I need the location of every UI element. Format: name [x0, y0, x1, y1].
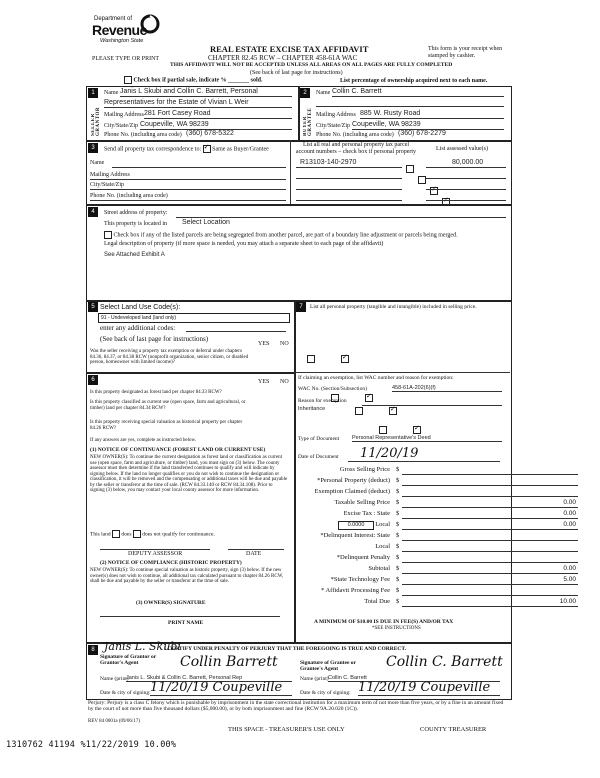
- fee-line: [402, 474, 578, 475]
- fee-row: [296, 499, 586, 510]
- doc-type-label: Type of Document: [298, 436, 340, 442]
- qualify-label: qualify for continuance.: [162, 531, 215, 538]
- deputy-date-line: [228, 549, 284, 550]
- forest-yes-header: YES: [258, 379, 270, 385]
- legal-description-label: Legal description of property (if more space is needed, you may attach a separate sheet to each page of the affidavit): [104, 241, 384, 247]
- doc-date-line: [348, 461, 500, 462]
- parcel-personal-checkbox-2[interactable]: [418, 176, 426, 184]
- assessed-line-2: [426, 178, 506, 179]
- dor-logo: [92, 14, 158, 50]
- grantor-signature-2[interactable]: Collin Barrett: [180, 654, 278, 670]
- certify-statement: I CERTIFY UNDER PENALTY OF PERJURY THAT THE FOREGOING IS TRUE AND CORRECT.: [164, 646, 407, 652]
- dollar-sign: $: [396, 521, 400, 528]
- local-rate-box: 0.0000: [338, 521, 374, 530]
- wac-label: WAC No. (Section/Subsection): [298, 386, 367, 392]
- boundary-row: [104, 231, 458, 239]
- corr-name-line: [112, 167, 286, 168]
- seller-phone-label: Phone No. (including area code): [104, 132, 182, 138]
- grantee-print-label: Name (print): [300, 676, 329, 682]
- fee-value[interactable]: 0.00: [563, 521, 576, 528]
- historic-question: Is this property receiving special valuation as historical property per chapter 84.26 RCW?: [90, 420, 243, 431]
- buyer-side-label: BUYER GRANTEE: [303, 107, 313, 136]
- fee-line: [402, 507, 578, 508]
- fee-line: [402, 485, 578, 486]
- send-correspondence-row: [104, 145, 269, 153]
- current-use-question: Is this property classified as current use (open space, farm and agricultural, or timber) land per chapter 84.34 RCW?: [90, 400, 246, 411]
- form-chapter: CHAPTER 82.45 RCW – CHAPTER 458-61A WAC: [208, 54, 358, 62]
- doc-type-field[interactable]: Personal Representative's Deed: [352, 435, 502, 442]
- fee-value[interactable]: 10.00: [559, 598, 576, 605]
- boundary-label: Check box if any of the listed parcels are being segregated from another parcel, are part of a boundary line adjustment or parcels being merged.: [113, 232, 458, 239]
- dollar-sign: $: [396, 543, 400, 550]
- buyer-mailing-field[interactable]: 885 W. Rusty Road: [360, 110, 504, 119]
- section-8-number: 8: [88, 645, 98, 655]
- treasurer-space-label: THIS SPACE - TREASURER'S USE ONLY: [228, 726, 345, 733]
- street-label: Street address of property:: [104, 210, 168, 216]
- dor-logo-line2: Revenue: [92, 22, 147, 38]
- grantor-signature-1[interactable]: Janis L. Skubi: [104, 640, 181, 653]
- notice-compliance-title: (2) NOTICE OF COMPLIANCE (HISTORIC PROPERTY): [100, 560, 242, 566]
- corr-city-line: [90, 189, 286, 190]
- does-not-label: does not: [142, 531, 161, 538]
- fee-label: *State Technology Fee: [330, 576, 390, 583]
- seller-side-label: SELLER GRANTOR: [91, 107, 101, 136]
- corr-mailing-label: Mailing Address: [90, 172, 130, 178]
- fee-label: Excise Tax : State: [343, 510, 390, 517]
- fee-label: Subtotal: [368, 565, 390, 572]
- buyer-phone-field[interactable]: (360) 678-2279: [398, 130, 446, 137]
- parcel-number-field[interactable]: R13103-140-2970: [300, 159, 357, 166]
- exemption-claim-label: If claiming an exemption, list WAC number and reason for exemption:: [298, 375, 454, 381]
- fee-label: Gross Selling Price: [339, 466, 390, 473]
- assessed-line-4: [426, 200, 506, 201]
- fee-line: [402, 606, 578, 607]
- street-line: [176, 217, 506, 218]
- buyer-name-label: Name: [316, 90, 331, 96]
- buyer-city-label: City/State/Zip: [316, 123, 350, 129]
- parcel-line-3: [296, 189, 402, 190]
- grantee-date-label: Date & city of signing:: [300, 690, 351, 696]
- fee-line: [402, 562, 578, 563]
- fee-value[interactable]: 0.00: [563, 510, 576, 517]
- seller-name-label: Name: [104, 90, 119, 96]
- seller-name-field[interactable]: Janis L Skubi and Collin C. Barrett, Personal: [120, 88, 292, 97]
- corr-name-label: Name: [90, 160, 105, 166]
- parcel-header: List all real and personal property tax parcel account numbers – check box if personal property: [295, 142, 417, 155]
- land-use-yes-header: YES: [258, 341, 270, 347]
- same-as-buyer-label: Same as Buyer/Grantee: [212, 146, 269, 153]
- deputy-assessor-line: [100, 549, 210, 550]
- section-4-number: 4: [88, 207, 98, 217]
- fee-row: [296, 488, 586, 499]
- wac-field[interactable]: 458-61A-202(6)(f): [392, 385, 502, 392]
- fee-value[interactable]: 0.00: [563, 565, 576, 572]
- deputy-date-label: DATE: [246, 551, 262, 557]
- please-type: PLEASE TYPE OR PRINT: [92, 56, 160, 62]
- fee-line: [402, 529, 578, 530]
- print-name-label: PRINT NAME: [168, 620, 204, 626]
- dollar-sign: $: [396, 499, 400, 506]
- owner-signature-label: (3) OWNER(S) SIGNATURE: [136, 600, 206, 606]
- land-use-no-header: NO: [280, 341, 289, 347]
- grantor-print-field[interactable]: Janis L. Skubi & Collin C. Barrett, Personal Rep: [126, 675, 292, 682]
- fee-row: [296, 466, 586, 477]
- receipt-note: This form is your receipt when stamped by cashier.: [428, 46, 503, 59]
- legal-description-field[interactable]: See Attached Exhibit A: [104, 252, 165, 258]
- fee-line: [402, 551, 578, 552]
- dor-logo-line1: Department of: [94, 16, 133, 22]
- corr-phone-label: Phone No. (including area code): [90, 193, 168, 199]
- location-select[interactable]: Select Location: [182, 219, 230, 226]
- assessed-line-3: [426, 189, 506, 190]
- additional-codes-label: enter any additional codes:: [100, 324, 176, 332]
- seller-mailing-field[interactable]: 281 Fort Casey Road: [144, 110, 292, 119]
- section-3-divider: [290, 140, 291, 204]
- fee-label: Total Due: [364, 598, 390, 605]
- section-3-number: 3: [88, 143, 98, 153]
- boundary-checkbox[interactable]: [104, 231, 112, 239]
- fee-value[interactable]: 0.00: [563, 499, 576, 506]
- section-2-number: 2: [300, 88, 310, 98]
- buyer-mailing-label: Mailing Address: [316, 112, 356, 118]
- assessed-line-1: [426, 167, 506, 168]
- dollar-sign: $: [396, 587, 400, 594]
- buyer-name-field[interactable]: Collin C. Barrett: [332, 88, 504, 97]
- seller-city-field[interactable]: Coupeville, WA 98239: [140, 121, 292, 130]
- does-not-checkbox[interactable]: [133, 530, 141, 538]
- corr-city-label: City/State/Zip: [90, 182, 124, 188]
- dollar-sign: $: [396, 598, 400, 605]
- assessed-header: List assessed value(s): [436, 146, 488, 152]
- seller-city-label: City/State/Zip: [104, 123, 138, 129]
- deputy-assessor-label: DEPUTY ASSESSOR: [128, 551, 183, 557]
- buyer-phone-label: Phone No. (including area code): [316, 132, 394, 138]
- continuance-row: [90, 530, 215, 538]
- doc-date-label: Date of Document: [298, 454, 339, 460]
- notice-continuance-title: (1) NOTICE OF CONTINUANCE (FOREST LAND OR CURRENT USE): [90, 447, 266, 453]
- grantor-date-city[interactable]: 11/20/19 Coupeville: [150, 680, 292, 696]
- this-land-label: This land: [90, 531, 111, 538]
- fee-row: [296, 510, 586, 521]
- dor-logo-line3: Washington State: [100, 38, 144, 44]
- doc-date-field[interactable]: 11/20/19: [360, 446, 419, 461]
- treasurer-stamp: 1310762 41194 %11/22/2019 10.00%: [6, 740, 177, 750]
- dollar-sign: $: [396, 477, 400, 484]
- partial-sale-label: Check box if partial sale, indicate % _______ sold.: [133, 77, 263, 84]
- notice-compliance-body: NEW OWNER(S): To continue special valuation as historic property, sign (3) below. If the new owner(s) does not wish to continue, all additional tax calculated pursuant to chapter 84.26 RCW, shall be due and payable by the seller or transferor at the time of sale.: [90, 568, 284, 584]
- fee-label: *Delinquent Penalty: [336, 554, 390, 561]
- dollar-sign: $: [396, 488, 400, 495]
- fee-row: [296, 532, 586, 543]
- dollar-sign: $: [396, 466, 400, 473]
- fee-label: Taxable Selling Price: [334, 499, 390, 506]
- additional-codes-line: [186, 331, 286, 332]
- section-7-number: 7: [296, 302, 306, 312]
- fee-label: * Affidavit Processing Fee: [320, 587, 390, 594]
- reason-label: Reason for exemption: [298, 398, 347, 404]
- fee-line: [402, 540, 578, 541]
- if-yes-note: If any answers are yes, complete as instructed below.: [90, 438, 197, 443]
- personal-property-label: List all personal property (tangible and intangible) included in selling price.: [310, 304, 477, 310]
- owner-signature-line: [100, 616, 280, 617]
- fee-value[interactable]: 5.00: [563, 576, 576, 583]
- fee-row: [296, 543, 586, 554]
- parcel-line-1: [296, 167, 402, 168]
- seller-phone-field[interactable]: (360) 678-5322: [186, 130, 234, 137]
- fee-label: Local: [375, 543, 390, 550]
- revision-number: REV 84 0001a (09/06/17): [88, 719, 140, 724]
- partial-sale-row: [124, 76, 263, 84]
- dollar-sign: $: [396, 510, 400, 517]
- assessed-value-field[interactable]: 80,000.00: [452, 159, 484, 166]
- buyer-name-line-2: [316, 106, 504, 107]
- perjury-note: Perjury: Perjury is a class C felony which is punishable by imprisonment in the state correctional institution for a maximum term of not more than five years, or by a fine in an amount fixed by the court of not more than five thousand dollars ($5,000.00), or by both imprisonment and fine (RCW 9A.20.020 (1C)).: [88, 700, 504, 713]
- fee-line: [402, 584, 578, 585]
- corr-phone-line: [90, 200, 286, 201]
- same-as-buyer-checkbox[interactable]: [203, 145, 211, 153]
- section-6-number: 6: [88, 375, 98, 385]
- forest-question: Is this property designated as forest land per chapter 84.33 RCW?: [90, 390, 222, 395]
- grantee-print-field[interactable]: Collin C. Barrett: [328, 675, 500, 682]
- see-instructions: *SEE INSTRUCTIONS: [372, 626, 421, 631]
- does-label: does: [121, 531, 132, 538]
- does-checkbox[interactable]: [112, 530, 120, 538]
- fee-row: [296, 554, 586, 565]
- exemption-question: Was the seller receiving a property tax exemption or deferral under chapters 84.36, 84.37, or 84.38 RCW (nonprofit organization, senior citizen, or disabled person, homeowner with limited income)?: [90, 349, 249, 365]
- fee-line: [402, 518, 578, 519]
- grantor-signature-label: Signature of Grantor or Grantor's Agent: [100, 654, 157, 667]
- buyer-city-field[interactable]: Coupeville, WA 98239: [352, 121, 504, 130]
- county-treasurer-label: COUNTY TREASURER: [420, 726, 487, 733]
- fee-line: [402, 496, 578, 497]
- dollar-sign: $: [396, 565, 400, 572]
- grantee-signature[interactable]: Collin C. Barrett: [386, 654, 503, 670]
- seller-mailing-label: Mailing Address: [104, 112, 144, 118]
- send-correspondence-label: Send all property tax correspondence to:: [104, 146, 202, 153]
- fee-row: [296, 576, 586, 587]
- reason-field[interactable]: Inheritance: [298, 406, 326, 412]
- forest-no-header: NO: [280, 379, 289, 385]
- section-7-divider: [294, 372, 510, 373]
- land-use-select[interactable]: 91 - Undeveloped land (land only): [98, 313, 290, 323]
- parcel-line-4: [296, 200, 402, 201]
- land-use-see-back: (See back of last page for instructions): [100, 335, 209, 343]
- not-accepted-note: THIS AFFIDAVIT WILL NOT BE ACCEPTED UNLESS ALL AREAS ON ALL PAGES ARE FULLY COMPLETED: [170, 62, 453, 68]
- dollar-sign: $: [396, 532, 400, 539]
- fee-row: [296, 477, 586, 488]
- parcel-personal-checkbox-1[interactable]: [406, 165, 414, 173]
- notice-continuance-body: NEW OWNER(S): To continue the current designation as forest land or classification as current use (open space, farm and agriculture, or timber) land, you must sign on (3) below. The county assessor must then determine if the land transferred continues to qualify and will indicate by signing below. If the land no longer qualifies or you do not wish to continue the designation or classification, it will be removed and the compensating or additional taxes will be due and payable by the seller or transferor at the time of sale. (RCW 84.33.140 or RCW 84.34.108). Prior to signing (3) below, you may contact your local county assessor for more information.: [90, 455, 288, 493]
- fee-row: [296, 565, 586, 576]
- grantee-signature-label: Signature of Grantee or Grantee's Agent: [300, 660, 356, 673]
- seller-name-field-2[interactable]: Representatives for the Estate of Vivian L Weir: [104, 99, 292, 108]
- fee-label: *Personal Property (deduct): [317, 477, 390, 484]
- parcel-line-2: [296, 178, 402, 179]
- located-label: This property is located in: [104, 221, 167, 227]
- land-use-label: Select Land Use Code(s):: [100, 304, 181, 311]
- dor-logo-mark: [140, 14, 160, 34]
- grantor-print-label: Name (print): [100, 676, 129, 682]
- grantee-date-city[interactable]: 11/20/19 Coupeville: [358, 680, 500, 696]
- partial-sale-checkbox[interactable]: [124, 76, 132, 84]
- fee-row: [296, 598, 586, 609]
- dollar-sign: $: [396, 576, 400, 583]
- fee-label: Exemption Claimed (deduct): [314, 488, 390, 495]
- reason-line: [362, 405, 502, 406]
- percent-note: List percentage of ownership acquired next to each name.: [340, 78, 488, 84]
- section-1-number: 1: [88, 88, 98, 98]
- see-back-note: (See back of last page for instructions): [250, 70, 343, 76]
- section-5-number: 5: [88, 302, 98, 312]
- fee-label: *Delinquent Interest: State: [320, 532, 390, 539]
- fee-line: [402, 595, 578, 596]
- minimum-note: A MINIMUM OF $10.00 IS DUE IN FEE(S) AND/OR TAX: [314, 619, 454, 625]
- fee-line: [402, 573, 578, 574]
- fee-label: Local: [375, 521, 390, 528]
- grantor-date-label: Date & city of signing:: [100, 690, 151, 696]
- form-title: REAL ESTATE EXCISE TAX AFFIDAVIT: [210, 44, 369, 54]
- fee-row: [296, 587, 586, 598]
- dollar-sign: $: [396, 554, 400, 561]
- corr-mailing-line: [90, 179, 286, 180]
